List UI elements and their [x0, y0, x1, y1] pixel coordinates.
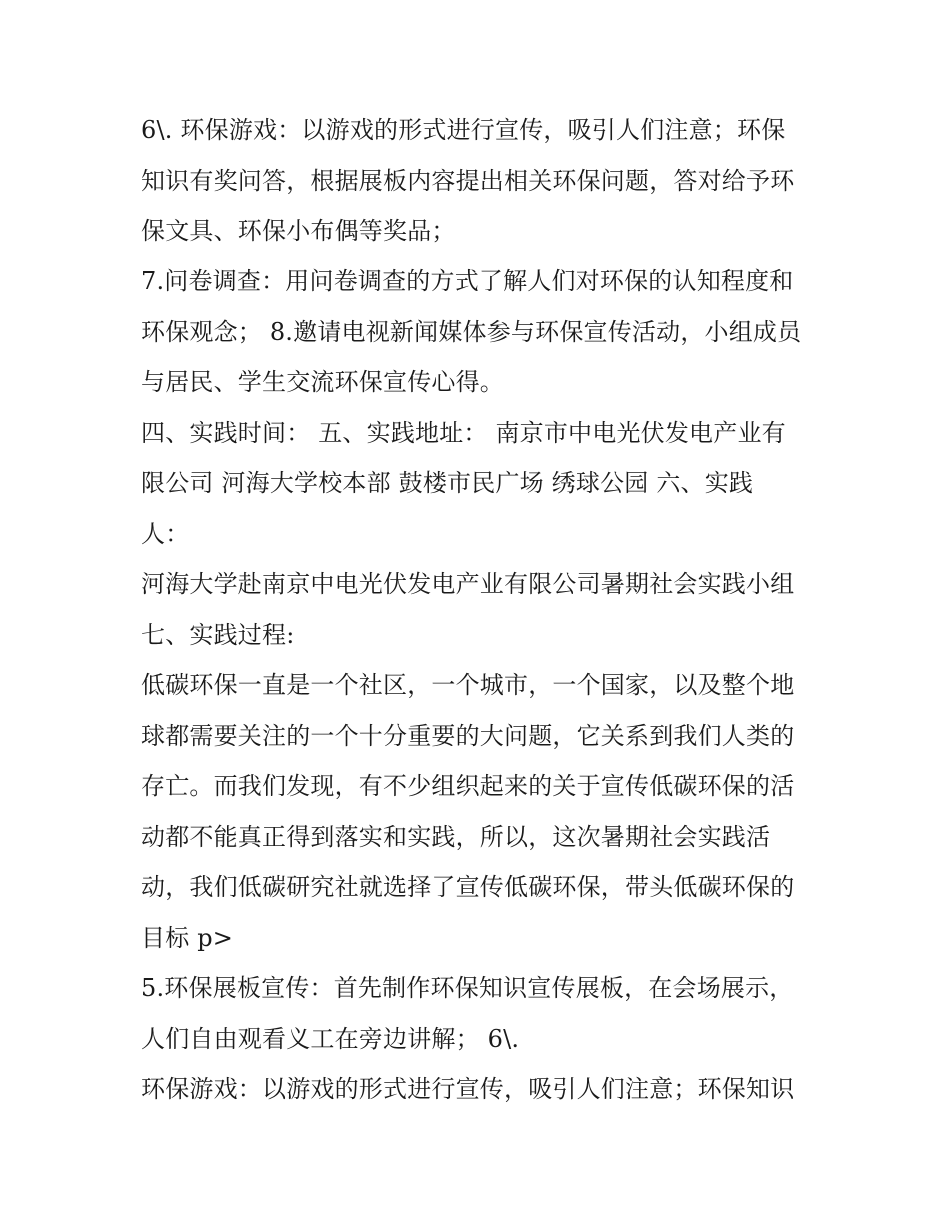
text-line: 人们自由观看义工在旁边讲解； 6\.: [141, 1025, 520, 1053]
text-line: 人：: [141, 520, 190, 548]
text-line: 5.环保展板宣传：首先制作环保知识宣传展板，在会场展示，: [141, 974, 794, 1002]
text-line: 低碳环保一直是一个社区，一个城市，一个国家，以及整个地: [141, 671, 795, 699]
text-line: 6\. 环保游戏：以游戏的形式进行宣传，吸引人们注意；环保: [141, 116, 786, 144]
text-line: 动，我们低碳研究社就选择了宣传低碳环保，带头低碳环保的: [141, 873, 795, 901]
text-line: 四、实践时间： 五、实践地址： 南京市中电光伏发电产业有: [141, 419, 786, 447]
text-line: 与居民、学生交流环保宣传心得。: [141, 368, 504, 396]
text-line: 存亡。而我们发现，有不少组织起来的关于宣传低碳环保的活: [141, 772, 795, 800]
text-line: 河海大学赴南京中电光伏发电产业有限公司暑期社会实践小组: [141, 570, 795, 598]
text-line: 7.问卷调查：用问卷调查的方式了解人们对环保的认知程度和: [141, 267, 794, 295]
text-line: 球都需要关注的一个十分重要的大问题，它关系到我们人类的: [141, 722, 795, 750]
text-line: 目标 p>: [141, 924, 234, 952]
text-line: 七、实践过程:: [141, 621, 295, 649]
text-line: 环保观念； 8.邀请电视新闻媒体参与环保宣传活动，小组成员: [141, 318, 802, 346]
text-line: 动都不能真正得到落实和实践，所以，这次暑期社会实践活: [141, 823, 771, 851]
text-line: 知识有奖问答，根据展板内容提出相关环保问题，答对给予环: [141, 167, 795, 195]
text-line: 限公司 河海大学校本部 鼓楼市民广场 绣球公园 六、实践: [141, 469, 754, 497]
text-line: 环保游戏：以游戏的形式进行宣传，吸引人们注意；环保知识: [141, 1075, 795, 1103]
text-line: 保文具、环保小布偶等奖品；: [141, 217, 456, 245]
